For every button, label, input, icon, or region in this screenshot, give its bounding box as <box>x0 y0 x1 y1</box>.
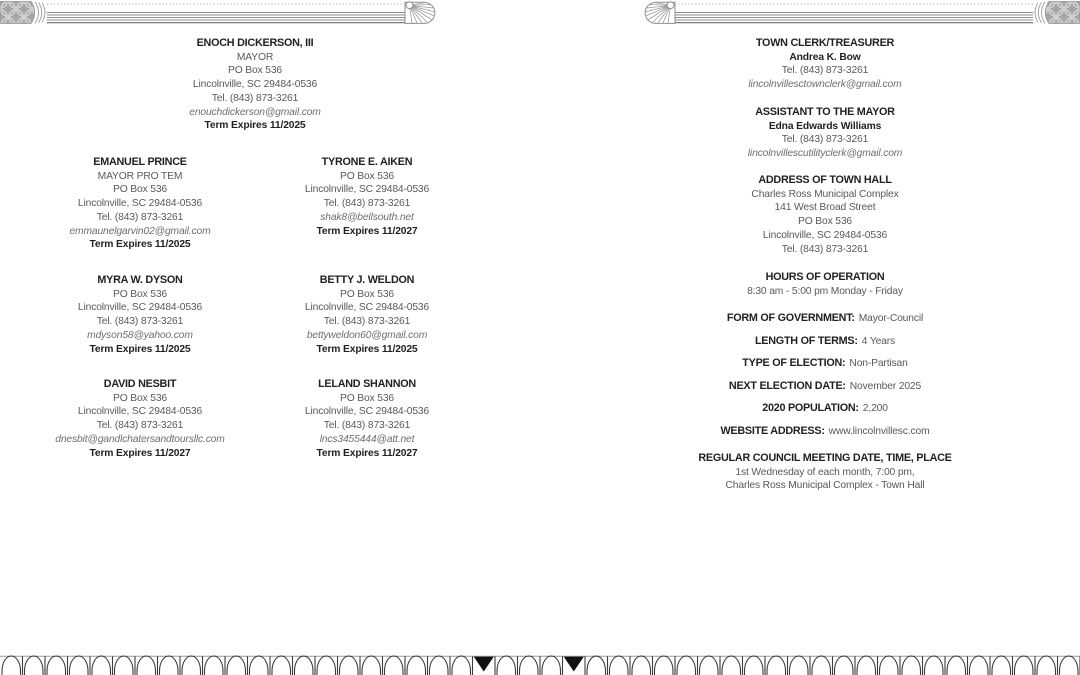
fact-row <box>665 312 985 326</box>
official-name: ENOCH DICKERSON, III <box>196 37 314 49</box>
official-term: Term Expires 11/2025 <box>204 120 306 132</box>
official-phone: Tel. (843) 873-3261 <box>323 198 411 210</box>
official-phone: Tel. (843) 873-3261 <box>96 420 184 432</box>
section-heading: TOWN CLERK/TREASURER <box>755 37 895 49</box>
official-email: dnesbit@gandlchatersandtoursllc.com <box>55 433 225 445</box>
official-card <box>247 274 487 356</box>
official-email: lncs3455444@att.net <box>319 433 415 445</box>
meeting-line: Charles Ross Municipal Complex - Town Hall <box>725 480 925 492</box>
official-address-line: PO Box 536 <box>339 170 395 182</box>
council-meeting-block <box>665 452 985 493</box>
fact-row <box>665 335 985 349</box>
scallop-fringe-icon <box>0 655 1080 675</box>
address-line: Lincolnville, SC 29484-0536 <box>762 229 888 241</box>
fact-value: www.lincolnvillesc.com <box>828 425 930 437</box>
contact-name: Andrea K. Bow <box>789 51 861 63</box>
official-address-line: Lincolnville, SC 29484-0536 <box>304 184 430 196</box>
official-term: Term Expires 11/2027 <box>89 447 191 459</box>
official-term: Term Expires 11/2025 <box>89 343 191 355</box>
fact-label: NEXT ELECTION DATE: <box>728 379 846 392</box>
fact-value: 2,200 <box>862 403 888 415</box>
section-heading: ASSISTANT TO THE MAYOR <box>755 106 895 118</box>
official-phone: Tel. (843) 873-3261 <box>211 92 299 104</box>
official-name: LELAND SHANNON <box>318 378 416 390</box>
art-deco-rod-icon <box>0 1 450 24</box>
address-line: Charles Ross Municipal Complex <box>751 188 899 200</box>
official-email: mdyson58@yahoo.com <box>87 329 193 341</box>
contact-phone: Tel. (843) 873-3261 <box>781 134 869 146</box>
official-name: TYRONE E. AIKEN <box>321 156 413 168</box>
official-address-line: PO Box 536 <box>112 288 168 300</box>
official-term: Term Expires 11/2027 <box>316 447 418 459</box>
official-term: Term Expires 11/2025 <box>89 239 191 251</box>
official-address-line: Lincolnville, SC 29484-0536 <box>77 198 203 210</box>
official-name: BETTY J. WELDON <box>319 274 415 286</box>
official-address-line: PO Box 536 <box>339 392 395 404</box>
official-address-line: Lincolnville, SC 29484-0536 <box>304 302 430 314</box>
official-phone: Tel. (843) 873-3261 <box>96 316 184 328</box>
fact-value: 4 Years <box>861 335 896 347</box>
official-phone: Tel. (843) 873-3261 <box>323 316 411 328</box>
facts-list <box>665 312 985 448</box>
official-term: Term Expires 11/2027 <box>316 225 418 237</box>
hours-value: 8:30 am - 5:00 pm Monday - Friday <box>747 285 903 297</box>
fact-value: November 2025 <box>849 380 922 392</box>
top-border-right-ornament <box>630 1 1080 24</box>
fact-row <box>665 425 985 439</box>
official-phone: Tel. (843) 873-3261 <box>96 211 184 223</box>
fact-label: LENGTH OF TERMS: <box>754 334 858 347</box>
official-card-mayor <box>135 37 375 133</box>
official-card <box>10 378 270 460</box>
official-name: DAVID NESBIT <box>103 378 177 390</box>
art-deco-rod-icon <box>630 1 1080 24</box>
official-email: emmaunelgarvin02@gmail.com <box>69 225 211 237</box>
fact-label: TYPE OF ELECTION: <box>742 357 846 370</box>
contact-name: Edna Edwards Williams <box>768 120 882 132</box>
town-clerk-block <box>665 37 985 92</box>
contact-phone: Tel. (843) 873-3261 <box>781 65 869 77</box>
official-address-line: PO Box 536 <box>227 65 283 77</box>
official-title: MAYOR <box>236 51 274 63</box>
official-card <box>247 378 487 460</box>
official-email: shak8@bellsouth.net <box>320 211 414 223</box>
bottom-border-ornament <box>0 655 1080 675</box>
fact-row <box>665 357 985 371</box>
section-heading: ADDRESS OF TOWN HALL <box>758 174 892 186</box>
fact-label: FORM OF GOVERNMENT: <box>726 312 855 324</box>
meeting-line: 1st Wednesday of each month, 7:00 pm, <box>735 466 915 478</box>
section-heading: REGULAR COUNCIL MEETING DATE, TIME, PLACE <box>698 452 952 464</box>
official-address-line: Lincolnville, SC 29484-0536 <box>77 406 203 418</box>
fact-value: Non-Partisan <box>849 358 908 370</box>
fact-value: Mayor-Council <box>858 313 924 324</box>
official-card <box>247 156 487 238</box>
official-name: EMANUEL PRINCE <box>93 156 187 168</box>
official-phone: Tel. (843) 873-3261 <box>323 420 411 432</box>
fact-row <box>665 402 985 416</box>
official-card <box>20 274 260 356</box>
official-email: enouchdickerson@gmail.com <box>189 106 321 118</box>
official-name: MYRA W. DYSON <box>97 274 183 286</box>
official-address-line: Lincolnville, SC 29484-0536 <box>192 79 318 91</box>
hours-block <box>665 271 985 298</box>
official-address-line: Lincolnville, SC 29484-0536 <box>77 302 203 314</box>
contact-email: lincolnvillesctownclerk@gmail.com <box>748 79 902 91</box>
official-card <box>20 156 260 252</box>
address-line: PO Box 536 <box>797 216 853 228</box>
fact-label: 2020 POPULATION: <box>762 402 859 415</box>
contact-email: lincolnvillescutilityclerk@gmail.com <box>747 148 903 160</box>
official-address-line: PO Box 536 <box>112 184 168 196</box>
official-title: MAYOR PRO TEM <box>97 170 183 182</box>
section-heading: HOURS OF OPERATION <box>765 271 885 283</box>
official-address-line: PO Box 536 <box>339 288 395 300</box>
town-hall-address-block <box>665 174 985 256</box>
address-line: 141 West Broad Street <box>774 202 876 214</box>
official-term: Term Expires 11/2025 <box>316 343 418 355</box>
top-border-left-ornament <box>0 1 450 24</box>
official-email: bettyweldon60@gmail.com <box>306 329 428 341</box>
official-address-line: Lincolnville, SC 29484-0536 <box>304 406 430 418</box>
fact-row <box>665 380 985 394</box>
fact-label: WEBSITE ADDRESS: <box>720 424 825 437</box>
mayor-assistant-block <box>665 106 985 161</box>
address-line: Tel. (843) 873-3261 <box>781 243 869 255</box>
official-address-line: PO Box 536 <box>112 392 168 404</box>
